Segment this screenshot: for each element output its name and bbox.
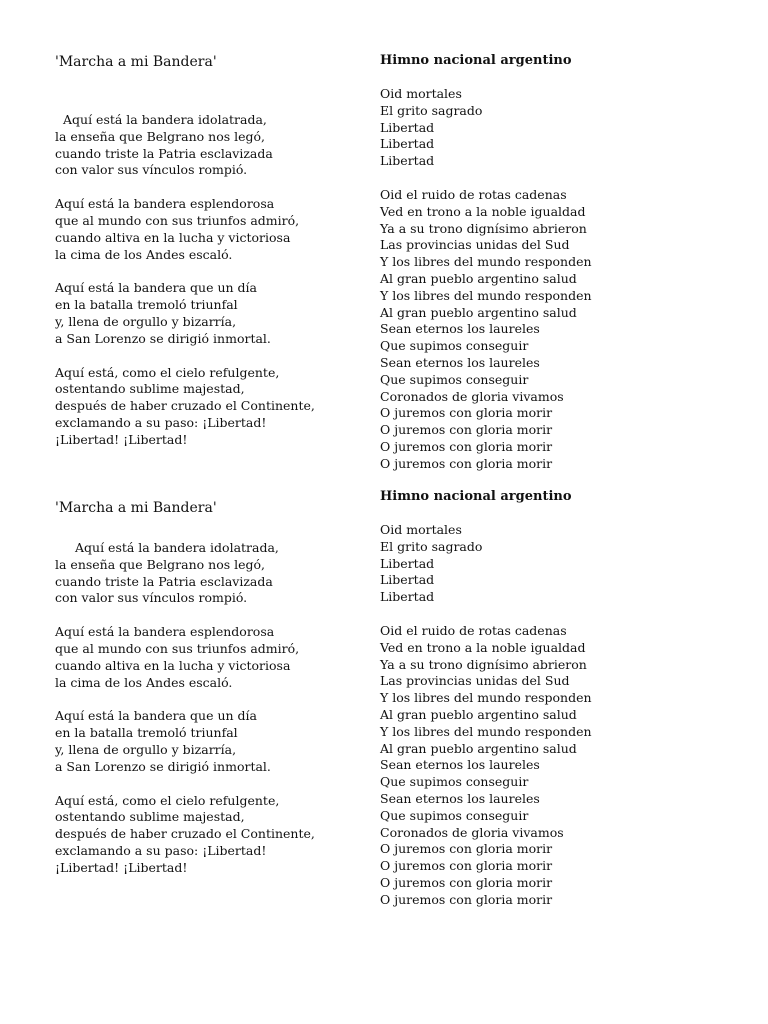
verse-line: la enseña que Belgrano nos legó, [55, 128, 266, 144]
verse-line: después de haber cruzado el Continente, [55, 826, 315, 842]
verse-line: Al gran pueblo argentino salud [380, 270, 577, 286]
verse-line: ostentando sublime majestad, [55, 809, 245, 825]
himno-block-2 [380, 489, 740, 909]
stanza [380, 187, 740, 473]
stanza [55, 624, 355, 691]
verse-line: Ya a su trono dignísimo abrieron [380, 220, 587, 236]
verse-line: Libertad [380, 589, 435, 605]
verse-line: después de haber cruzado el Continente, [55, 398, 315, 414]
verse-line: en la batalla tremoló triunfal [55, 725, 238, 741]
verse-line: que al mundo con sus triunfos admiró, [55, 212, 300, 228]
verse-line: Aquí está, como el cielo refulgente, [55, 364, 280, 380]
verse-line: El grito sagrado [380, 102, 483, 118]
verse-line: a San Lorenzo se dirigió inmortal. [55, 758, 271, 774]
verse-line: Ya a su trono dignísimo abrieron [380, 656, 587, 672]
verse-line: la enseña que Belgrano nos legó, [55, 556, 266, 572]
verse-line: Aquí está la bandera idolatrada, [75, 540, 279, 555]
verse-line: exclamando a su paso: ¡Libertad! [55, 842, 267, 858]
stanza [55, 280, 355, 347]
verse-line: Las provincias unidas del Sud [380, 237, 570, 253]
verse-line: O juremos con gloria morir [380, 422, 553, 438]
marcha-title: 'Marcha a mi Bandera' [55, 500, 217, 516]
verse-line: O juremos con gloria morir [380, 874, 553, 890]
verse-line: con valor sus vínculos rompió. [55, 162, 248, 178]
verse-line: O juremos con gloria morir [380, 455, 553, 471]
verse-line: Coronados de gloria vivamos [380, 388, 564, 404]
verse-line: ostentando sublime majestad, [55, 381, 245, 397]
verse-line: en la batalla tremoló triunfal [55, 297, 238, 313]
marcha-body [55, 112, 355, 449]
verse-line: Oid mortales [380, 86, 462, 101]
verse-line: Aquí está la bandera esplendorosa [55, 196, 275, 212]
verse-line: Sean eternos los laureles [380, 321, 540, 337]
verse-line: cuando triste la Patria esclavizada [55, 145, 273, 161]
stanza [55, 365, 355, 449]
verse-line: y, llena de orgullo y bizarría, [55, 741, 237, 757]
verse-line: Que supimos conseguir [380, 371, 529, 387]
verse-line: Que supimos conseguir [380, 338, 529, 354]
verse-line: Que supimos conseguir [380, 774, 529, 790]
verse-line: la cima de los Andes escaló. [55, 674, 233, 690]
himno-title: Himno nacional argentino [380, 53, 572, 68]
verse-line: O juremos con gloria morir [380, 405, 553, 421]
verse-line: cuando altiva en la lucha y victoriosa [55, 657, 291, 673]
verse-line: Coronados de gloria vivamos [380, 824, 564, 840]
verse-line: Aquí está la bandera esplendorosa [55, 624, 275, 640]
verse-line: Y los libres del mundo responden [380, 254, 592, 270]
stanza [380, 623, 740, 909]
verse-line: y, llena de orgullo y bizarría, [55, 313, 237, 329]
verse-line: Y los libres del mundo responden [380, 723, 592, 739]
verse-line: la cima de los Andes escaló. [55, 246, 233, 262]
verse-line: Sean eternos los laureles [380, 354, 540, 370]
marcha-body [55, 540, 355, 877]
verse-line: Y los libres del mundo responden [380, 287, 592, 303]
verse-line: con valor sus vínculos rompió. [55, 590, 248, 606]
verse-line: Libertad [380, 119, 435, 135]
verse-line: Ved en trono a la noble igualdad [380, 203, 586, 219]
verse-line: Aquí está la bandera que un día [55, 708, 257, 724]
verse-line: cuando altiva en la lucha y victoriosa [55, 229, 291, 245]
verse-line: O juremos con gloria morir [380, 438, 553, 454]
verse-line: Oid el ruido de rotas cadenas [380, 622, 567, 638]
verse-line: O juremos con gloria morir [380, 891, 553, 907]
verse-line: Al gran pueblo argentino salud [380, 740, 577, 756]
stanza [380, 86, 740, 170]
verse-line: Y los libres del mundo responden [380, 690, 592, 706]
verse-line: O juremos con gloria morir [380, 858, 553, 874]
verse-line: Aquí está la bandera que un día [55, 280, 257, 296]
verse-line: Al gran pueblo argentino salud [380, 706, 577, 722]
verse-line: a San Lorenzo se dirigió inmortal. [55, 330, 271, 346]
stanza [55, 793, 355, 877]
stanza [55, 196, 355, 263]
verse-line: Sean eternos los laureles [380, 757, 540, 773]
verse-line: Aquí está la bandera idolatrada, [63, 112, 267, 127]
verse-line: Las provincias unidas del Sud [380, 673, 570, 689]
stanza [55, 708, 355, 775]
verse-line: que al mundo con sus triunfos admiró, [55, 640, 300, 656]
verse-line: El grito sagrado [380, 538, 483, 554]
verse-line: Libertad [380, 153, 435, 169]
stanza [55, 540, 355, 607]
verse-line: cuando triste la Patria esclavizada [55, 573, 273, 589]
verse-line: Al gran pueblo argentino salud [380, 304, 577, 320]
verse-line: ¡Libertad! ¡Libertad! [55, 431, 188, 447]
verse-line: Sean eternos los laureles [380, 790, 540, 806]
verse-line: Libertad [380, 555, 435, 571]
verse-line: O juremos con gloria morir [380, 841, 553, 857]
himno-title: Himno nacional argentino [380, 489, 572, 504]
marcha-title: 'Marcha a mi Bandera' [55, 54, 217, 70]
marcha-block-1 [55, 53, 355, 449]
stanza [380, 522, 740, 606]
verse-line: Ved en trono a la noble igualdad [380, 639, 586, 655]
verse-line: Que supimos conseguir [380, 807, 529, 823]
himno-body [380, 522, 740, 909]
stanza [55, 112, 355, 179]
verse-line: Oid mortales [380, 522, 462, 537]
verse-line: Libertad [380, 572, 435, 588]
verse-line: exclamando a su paso: ¡Libertad! [55, 414, 267, 430]
marcha-block-2 [55, 499, 355, 877]
verse-line: Aquí está, como el cielo refulgente, [55, 792, 280, 808]
himno-block-1 [380, 53, 740, 473]
verse-line: Oid el ruido de rotas cadenas [380, 186, 567, 202]
verse-line: ¡Libertad! ¡Libertad! [55, 859, 188, 875]
himno-body [380, 86, 740, 473]
verse-line: Libertad [380, 136, 435, 152]
